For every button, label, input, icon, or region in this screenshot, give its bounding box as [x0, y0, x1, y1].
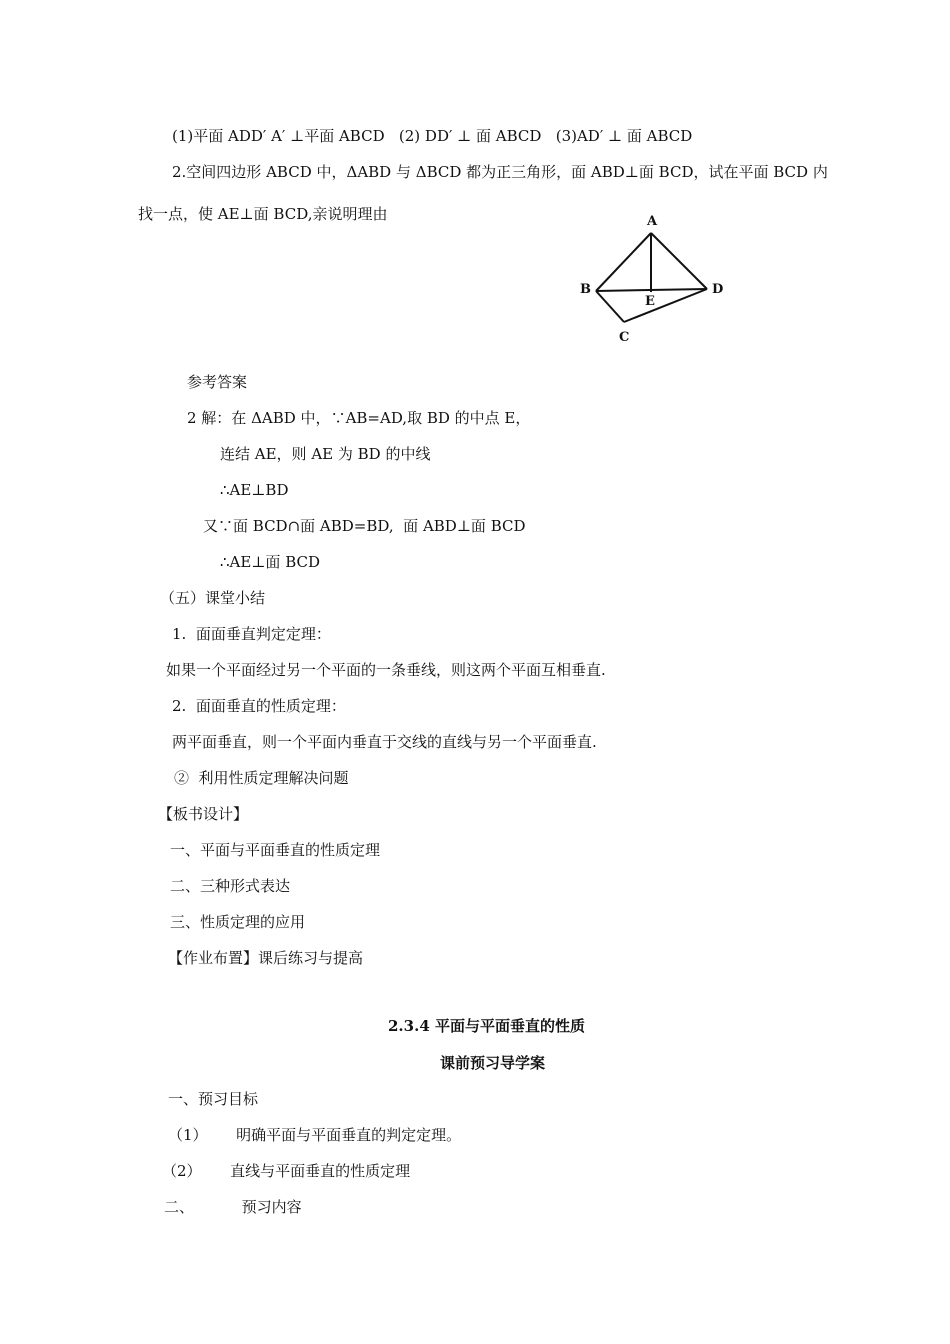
problem-2-line-2: 找一点，使 AE⊥面 BCD,亲说明理由	[138, 205, 388, 223]
board-item-2: 二、三种形式表达	[170, 877, 291, 895]
solution-line-3: ∴AE⊥BD	[220, 481, 289, 499]
edge-bd	[596, 289, 707, 291]
board-design-heading: 【板书设计】	[158, 805, 249, 823]
vertex-label-e: E	[645, 294, 655, 309]
geometry-figure	[572, 208, 732, 348]
vertex-label-d: D	[712, 282, 724, 297]
section-subtitle: 课前预习导学案	[440, 1054, 546, 1072]
summary-item-1: 1. 面面垂直判定定理：	[172, 625, 331, 643]
preview-heading: 一、预习目标	[168, 1090, 259, 1108]
summary-text-2: 两平面垂直，则一个平面内垂直于交线的直线与另一个平面垂直.	[172, 733, 597, 751]
solution-line-1: 2 解：在 ΔABD 中，∵AB=AD,取 BD 的中点 E，	[187, 409, 531, 427]
preview-goal-2: （2） 直线与平面垂直的性质定理	[162, 1162, 411, 1180]
text-line-1: (1)平面 ADD′ A′ ⊥平面 ABCD (2) DD′ ⊥ 面 ABCD (3)AD′ ⊥ 面 ABCD	[172, 127, 693, 145]
summary-item-2: 2. 面面垂直的性质定理：	[172, 697, 346, 715]
summary-heading: （五）课堂小结	[160, 589, 266, 607]
edge-ad	[651, 233, 707, 289]
board-item-1: 一、平面与平面垂直的性质定理	[170, 841, 381, 859]
solution-line-5: ∴AE⊥面 BCD	[220, 553, 321, 571]
summary-item-3: ② 利用性质定理解决问题	[174, 769, 349, 787]
summary-text-1: 如果一个平面经过另一个平面的一条垂线，则这两个平面互相垂直.	[166, 661, 606, 679]
edge-bc	[596, 291, 624, 322]
edge-ab	[596, 233, 651, 291]
board-item-3: 三、性质定理的应用	[170, 913, 306, 931]
answer-heading: 参考答案	[187, 373, 248, 391]
problem-2-line-1: 2.空间四边形 ABCD 中，ΔABD 与 ΔBCD 都为正三角形，面 ABD⊥面 BCD，试在平面 BCD 内	[172, 163, 828, 181]
preview-content-heading: 二、 预习内容	[164, 1198, 302, 1216]
solution-line-2: 连结 AE，则 AE 为 BD 的中线	[220, 445, 431, 463]
vertex-label-b: B	[580, 282, 591, 297]
homework-line: 【作业布置】课后练习与提高	[168, 949, 364, 967]
section-title: 2.3.4 平面与平面垂直的性质	[388, 1017, 585, 1035]
solution-line-4: 又∵面 BCD∩面 ABD=BD, 面 ABD⊥面 BCD	[203, 517, 526, 535]
vertex-label-a: A	[647, 214, 658, 229]
preview-goal-1: （1） 明确平面与平面垂直的判定定理。	[168, 1126, 462, 1144]
edge-cd	[624, 289, 707, 322]
vertex-label-c: C	[619, 330, 630, 345]
